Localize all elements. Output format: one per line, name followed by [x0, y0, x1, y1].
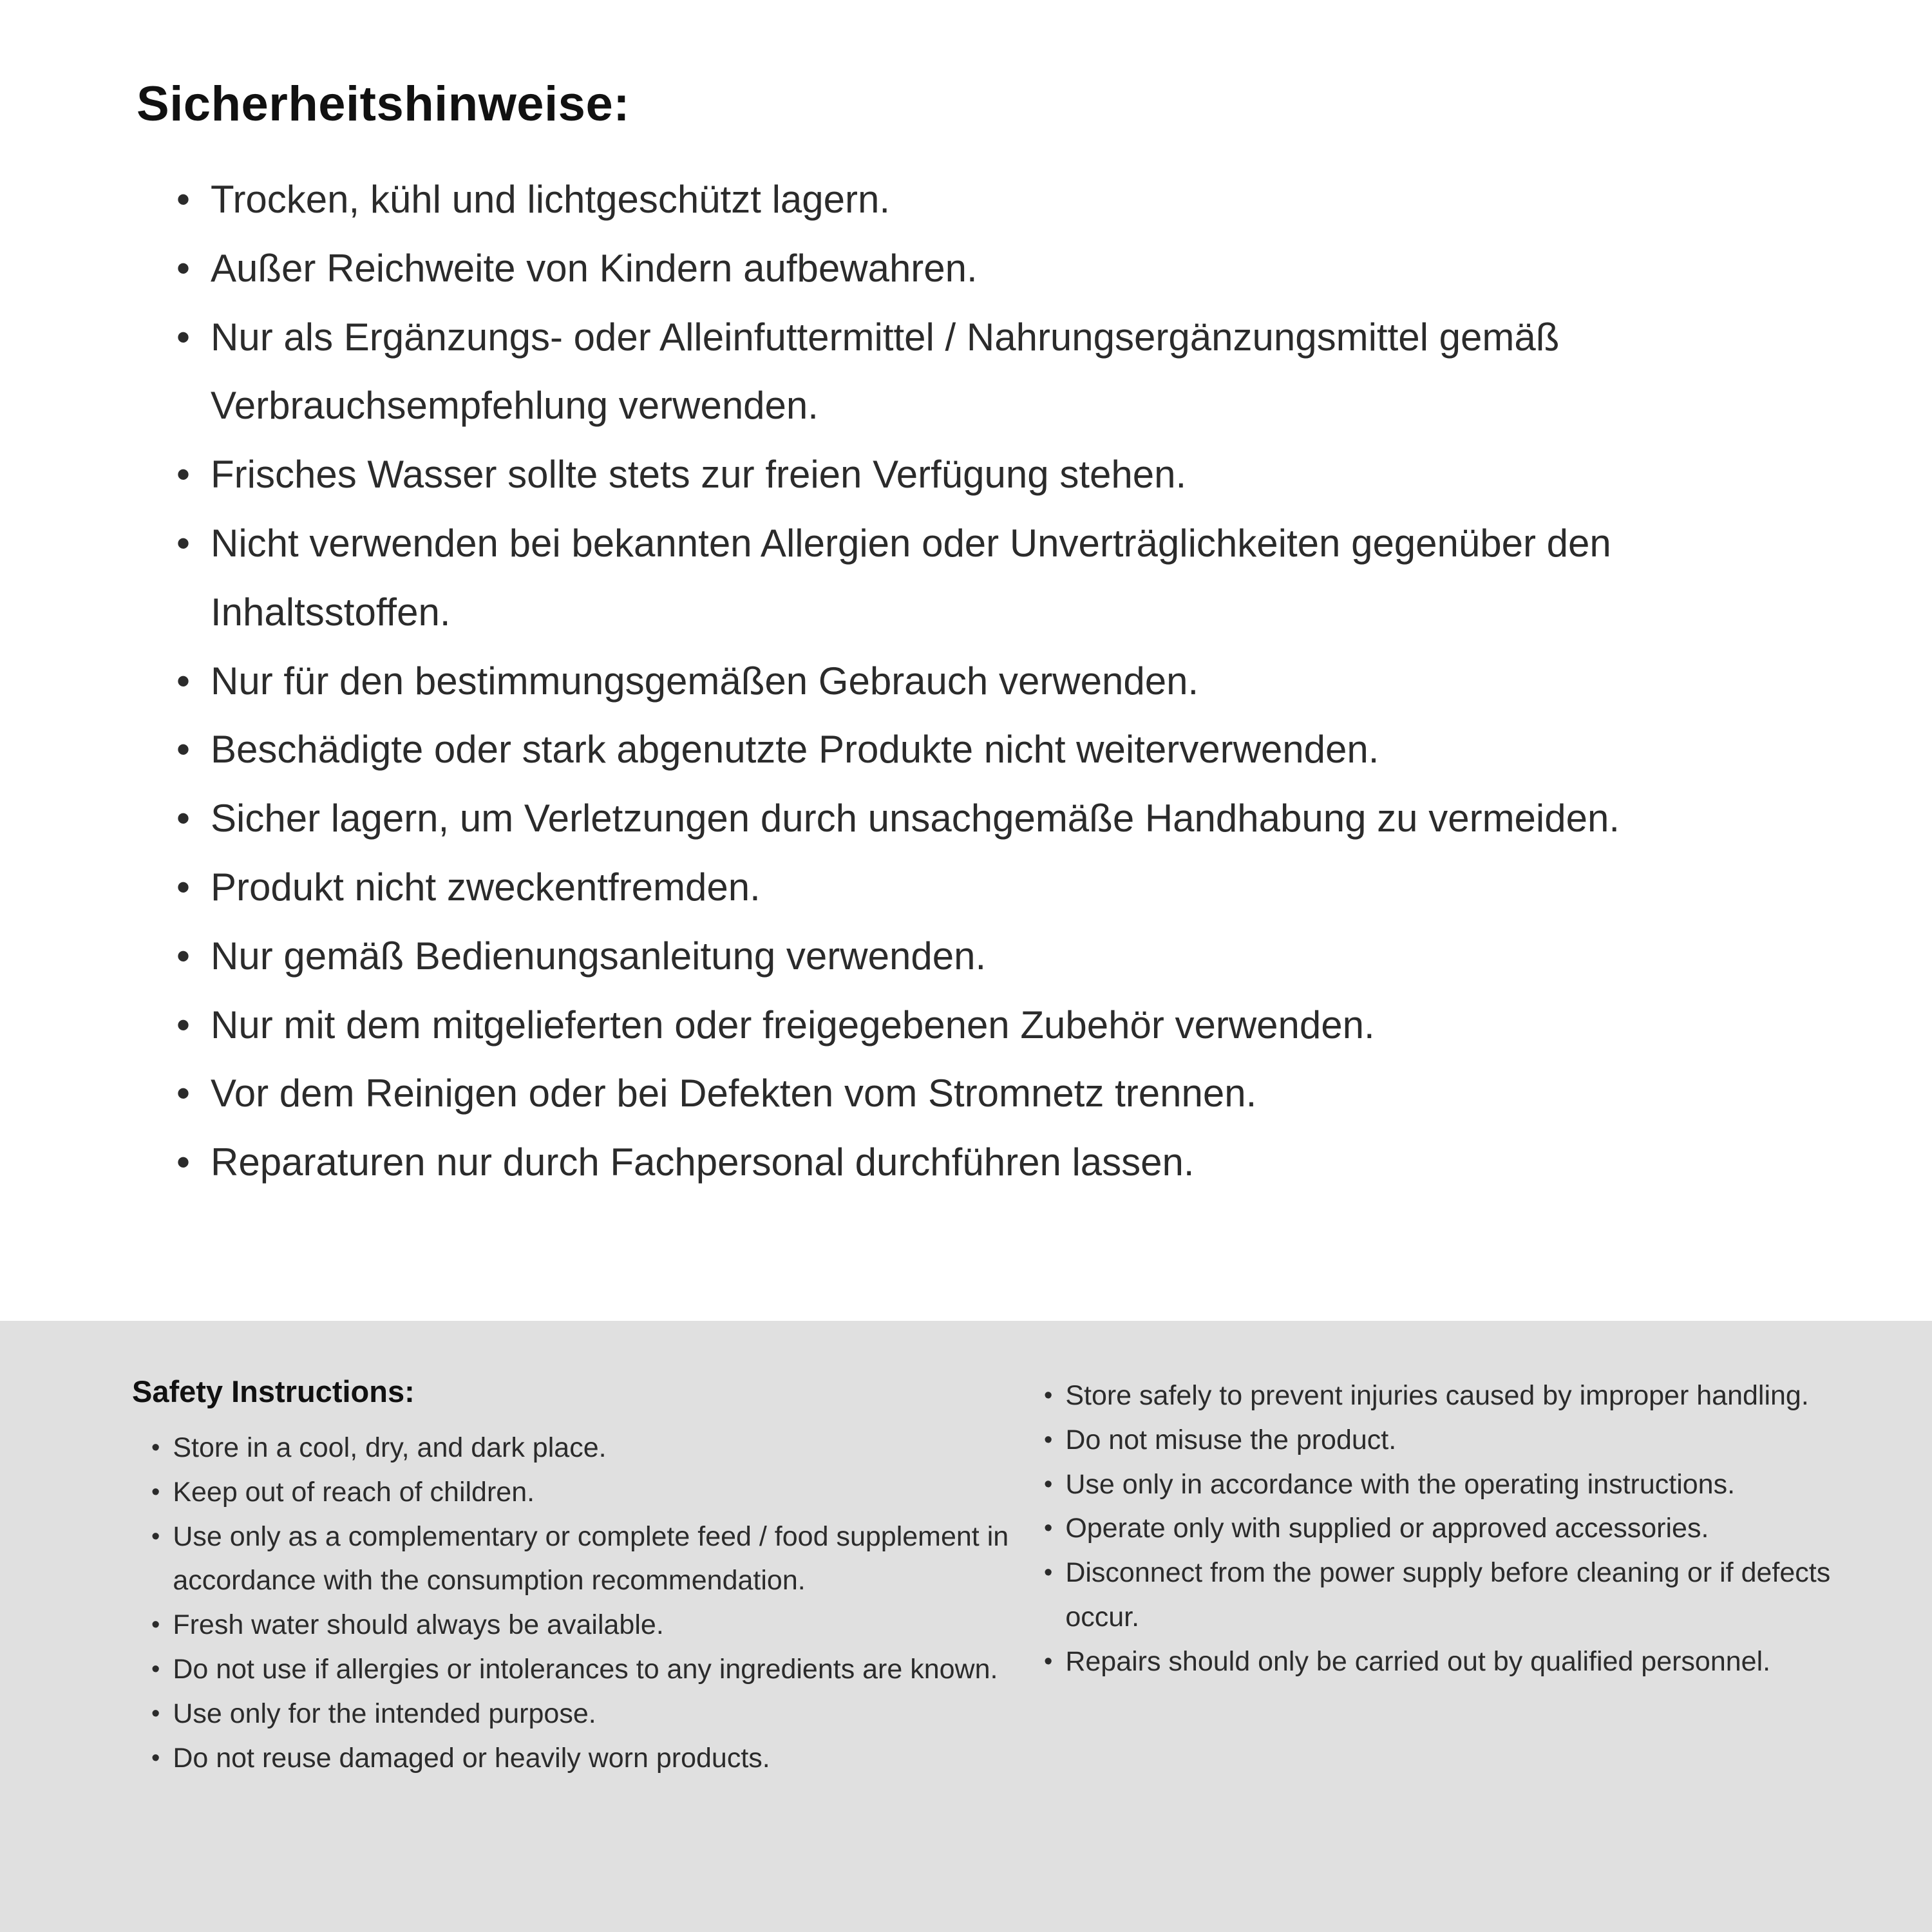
- bullet-marker: •: [151, 1655, 160, 1683]
- english-list-item-text: Repairs should only be carried out by qualified personnel.: [1065, 1645, 1771, 1677]
- bullet-marker: •: [1044, 1515, 1053, 1542]
- english-list-item: [1044, 1418, 1835, 1463]
- bullet-marker: •: [176, 1072, 191, 1115]
- english-title: Safety Instructions:: [132, 1374, 415, 1408]
- english-list-item: [151, 1647, 1027, 1692]
- bullet-marker: •: [176, 934, 191, 978]
- bullet-marker: •: [176, 1003, 191, 1046]
- english-list-item: [151, 1426, 1027, 1470]
- german-list-item: [176, 922, 1829, 991]
- english-list-item: [151, 1736, 1027, 1781]
- english-list-item: [1044, 1463, 1835, 1507]
- english-list-item: [1044, 1374, 1835, 1418]
- bullet-marker: •: [176, 453, 191, 497]
- german-list-item: [176, 715, 1829, 784]
- english-list-item: [151, 1515, 1027, 1604]
- german-list-item: [176, 784, 1829, 853]
- bullet-marker: •: [151, 1478, 160, 1506]
- bullet-marker: •: [176, 865, 191, 909]
- german-list: [137, 166, 1829, 1197]
- english-list-item-text: Do not use if allergies or intolerances to any ingredients are known.: [173, 1653, 998, 1685]
- german-list-item-text: Nur gemäß Bedienungsanleitung verwenden.: [211, 934, 987, 978]
- german-list-item-text: Nur für den bestimmungsgemäßen Gebrauch verwenden.: [211, 659, 1199, 703]
- bullet-marker: •: [176, 1141, 191, 1184]
- bullet-marker: •: [151, 1522, 160, 1550]
- english-list-item-text: Store safely to prevent injuries caused by improper handling.: [1065, 1380, 1809, 1411]
- english-right-column: [1044, 1374, 1835, 1932]
- bullet-marker: •: [1044, 1426, 1053, 1454]
- bullet-marker: •: [1044, 1559, 1053, 1587]
- english-list-item: [1044, 1640, 1835, 1684]
- english-list-item-text: Fresh water should always be available.: [173, 1609, 664, 1641]
- english-list-item-text: Use only for the intended purpose.: [173, 1698, 596, 1729]
- english-list-item: [151, 1603, 1027, 1647]
- bullet-marker: •: [176, 246, 191, 290]
- german-list-item-text: Nur mit dem mitgelieferten oder freigegebenen Zubehör verwenden.: [211, 1003, 1375, 1046]
- german-list-item-text: Vor dem Reinigen oder bei Defekten vom Stromnetz trennen.: [211, 1072, 1257, 1115]
- bullet-marker: •: [176, 659, 191, 703]
- bullet-marker: •: [176, 521, 191, 565]
- bullet-marker: •: [176, 178, 191, 221]
- german-list-item-text: Produkt nicht zweckentfremden.: [211, 865, 761, 909]
- english-list-item: [1044, 1506, 1835, 1551]
- german-list-item: [176, 166, 1829, 234]
- bullet-marker: •: [151, 1744, 160, 1772]
- german-list-item-text: Reparaturen nur durch Fachpersonal durchführen lassen.: [211, 1141, 1195, 1184]
- german-list-item-text: Beschädigte oder stark abgenutzte Produkte nicht weiterverwenden.: [211, 728, 1379, 772]
- english-list-item-text: Do not reuse damaged or heavily worn products.: [173, 1742, 770, 1774]
- bullet-marker: •: [176, 797, 191, 840]
- german-list-item-text: Nur als Ergänzungs- oder Alleinfuttermittel / Nahrungsergänzungsmittel gemäß Verbrauchsempfehlung verwenden.: [211, 315, 1560, 428]
- german-list-item: [176, 1128, 1829, 1197]
- english-list-item: [151, 1470, 1027, 1515]
- english-list-item-text: Do not misuse the product.: [1065, 1424, 1397, 1455]
- bullet-marker: •: [151, 1434, 160, 1461]
- bullet-marker: •: [1044, 1647, 1053, 1675]
- german-title: Sicherheitshinweise:: [137, 77, 630, 131]
- english-list-item: [1044, 1551, 1835, 1640]
- german-list-item-text: Trocken, kühl und lichtgeschützt lagern.: [211, 178, 891, 221]
- german-list-item: [176, 234, 1829, 303]
- english-left-list: [132, 1426, 1027, 1780]
- german-list-item-text: Sicher lagern, um Verletzungen durch unsachgemäße Handhabung zu vermeiden.: [211, 797, 1620, 840]
- german-list-item: [176, 647, 1829, 716]
- english-list-item-text: Keep out of reach of children.: [173, 1476, 535, 1508]
- english-list-item-text: Operate only with supplied or approved accessories.: [1065, 1513, 1709, 1544]
- english-list-item-text: Disconnect from the power supply before cleaning or if defects occur.: [1065, 1557, 1831, 1633]
- english-list-item-text: Use only in accordance with the operating instructions.: [1065, 1468, 1736, 1500]
- bullet-marker: •: [1044, 1382, 1053, 1409]
- german-list-item-text: Frisches Wasser sollte stets zur freien Verfügung stehen.: [211, 453, 1187, 497]
- english-list-item-text: Store in a cool, dry, and dark place.: [173, 1432, 607, 1463]
- german-list-item: [176, 509, 1829, 647]
- german-list-item: [176, 440, 1829, 509]
- bullet-marker: •: [176, 315, 191, 359]
- bullet-marker: •: [1044, 1470, 1053, 1498]
- german-list-item-text: Nicht verwenden bei bekannten Allergien oder Unverträglichkeiten gegenüber den Inhaltsstoffen.: [211, 521, 1611, 634]
- german-list-item: [176, 1059, 1829, 1128]
- english-list-item: [151, 1692, 1027, 1736]
- english-left-column: [132, 1374, 1044, 1932]
- english-list-item-text: Use only as a complementary or complete feed / food supplement in accordance with the consumption recommendation.: [173, 1520, 1009, 1596]
- german-list-item: [176, 991, 1829, 1060]
- german-list-item: [176, 303, 1829, 441]
- german-list-item: [176, 853, 1829, 922]
- bullet-marker: •: [151, 1700, 160, 1727]
- bullet-marker: •: [176, 728, 191, 772]
- english-section: [0, 1321, 1932, 1932]
- german-list-item-text: Außer Reichweite von Kindern aufbewahren.: [211, 246, 978, 290]
- bullet-marker: •: [151, 1611, 160, 1639]
- english-right-list: [1044, 1374, 1835, 1684]
